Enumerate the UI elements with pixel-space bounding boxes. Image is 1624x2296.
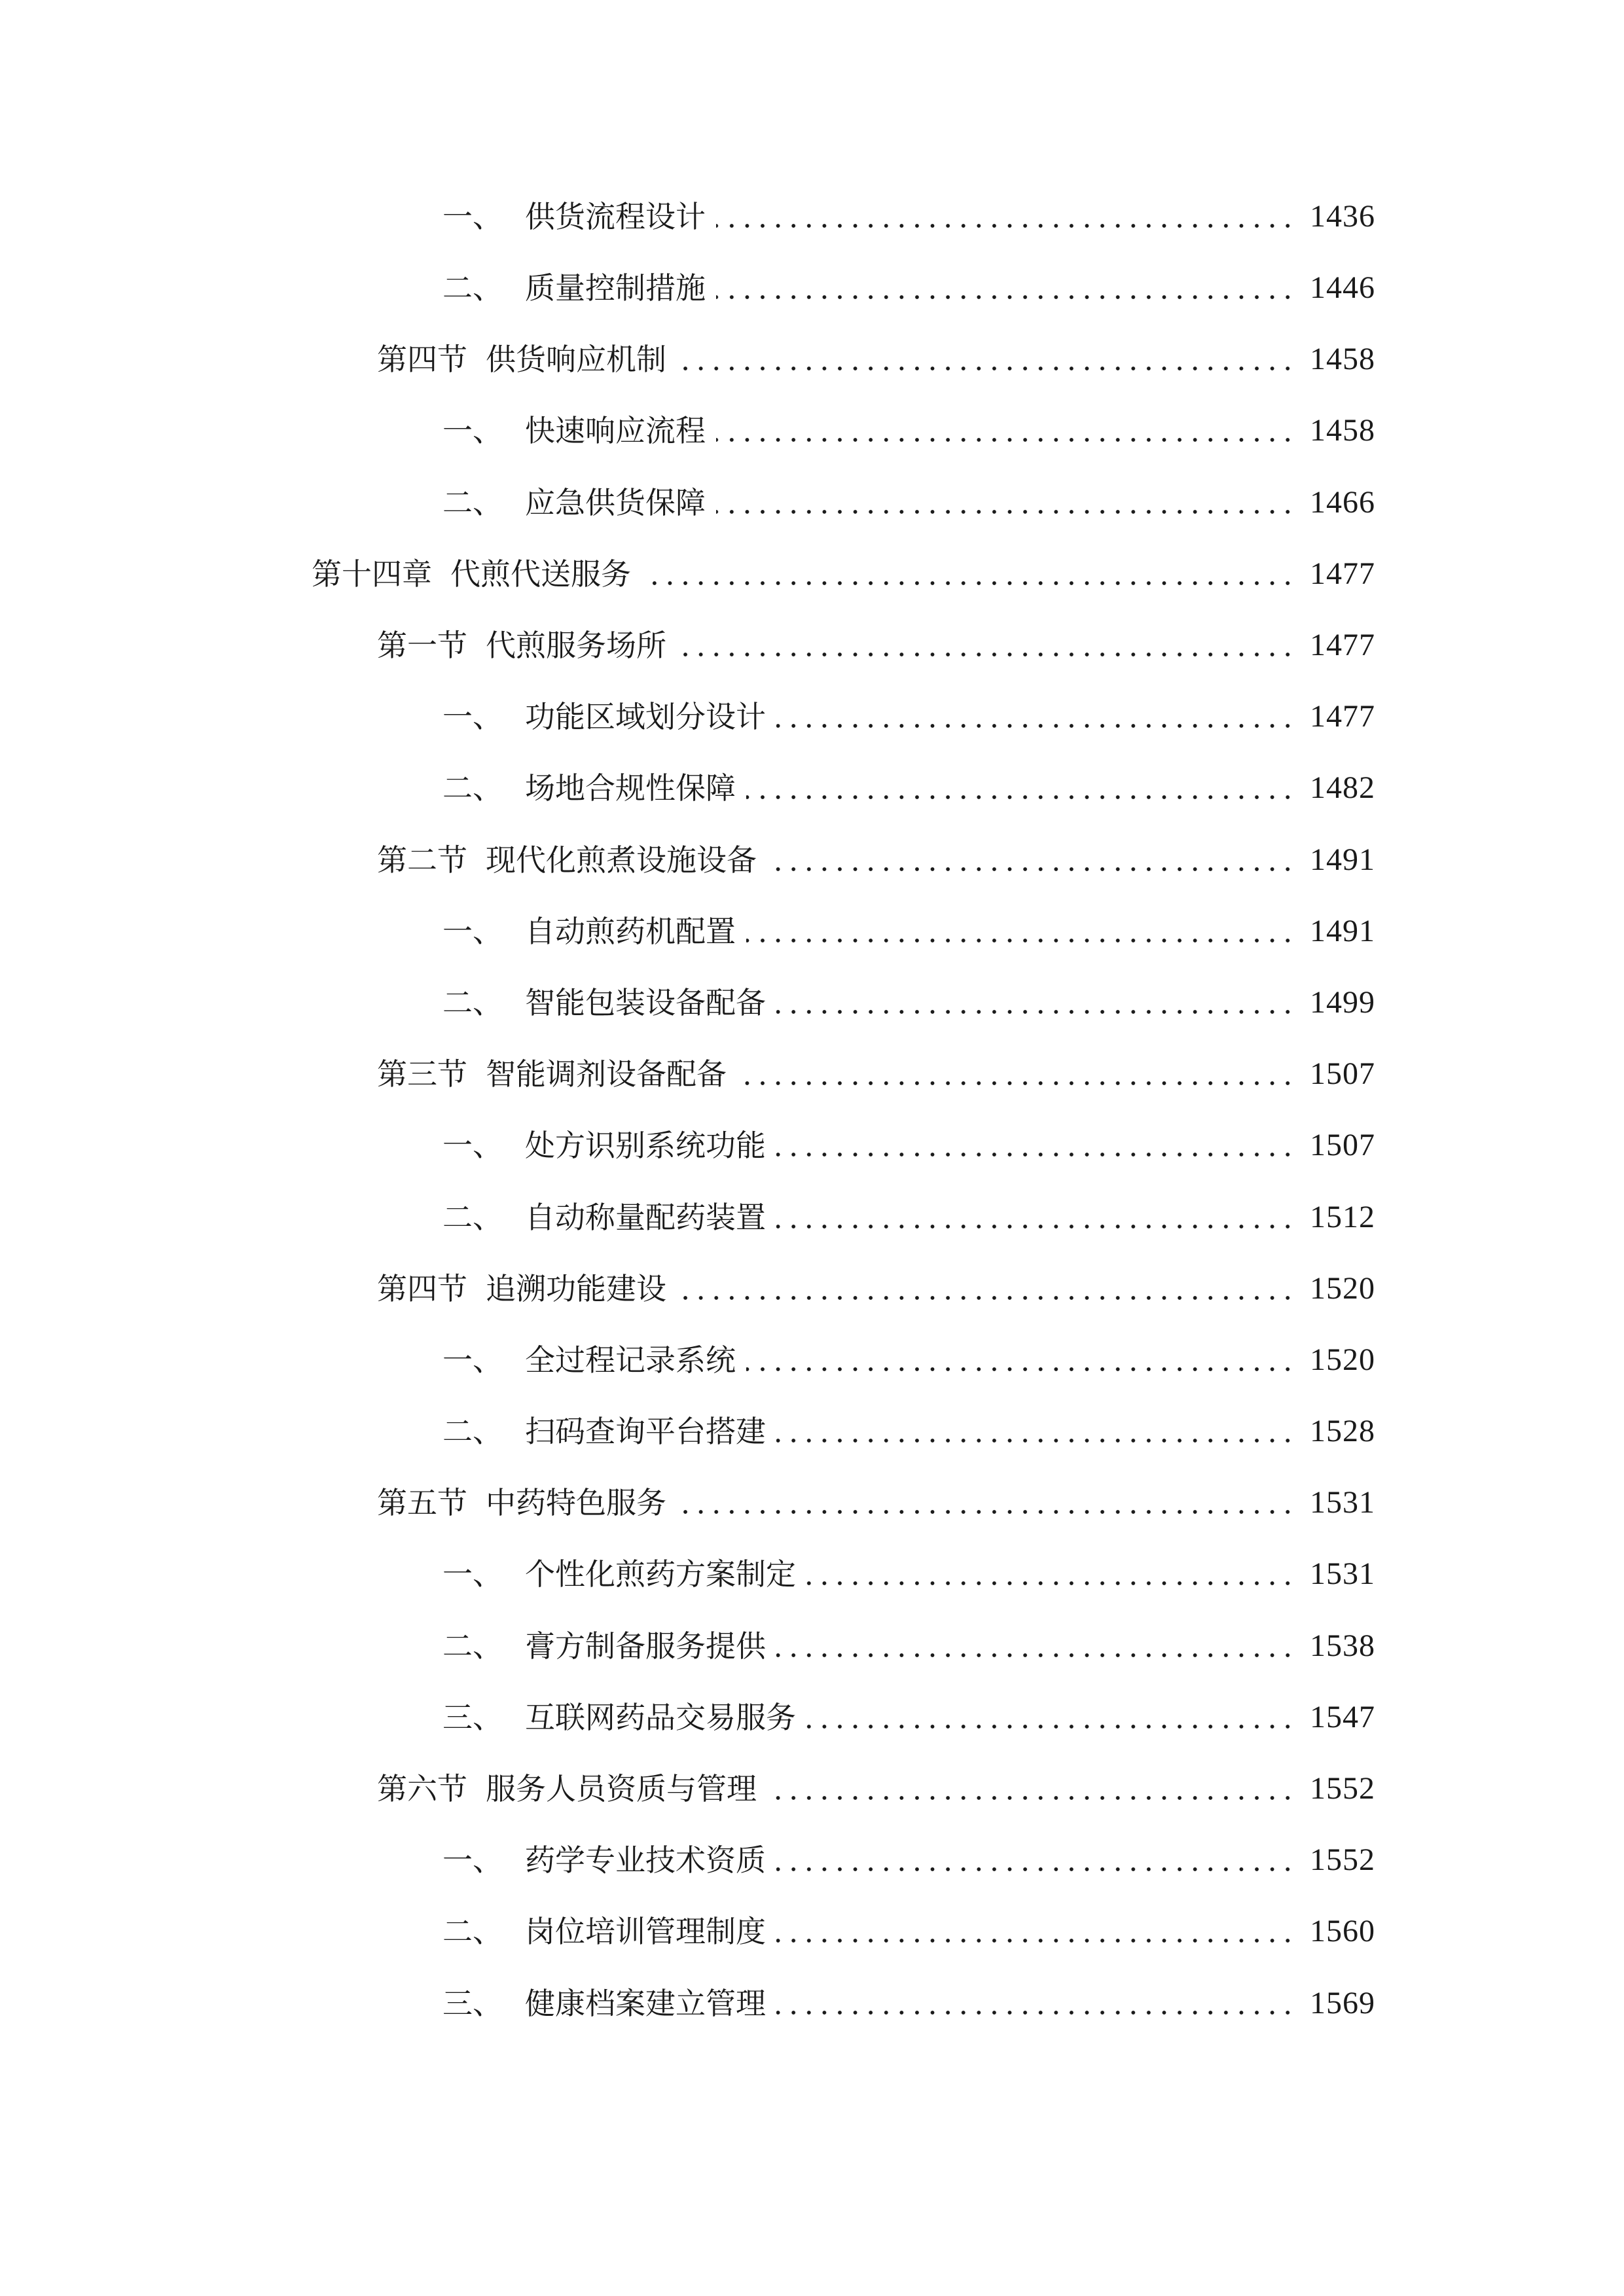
toc-entry-number: 一、	[442, 1128, 503, 1163]
toc-entry-number: 二、	[442, 1914, 503, 1949]
toc-entry-number: 第六节	[377, 1771, 467, 1806]
toc-entry-page-number: 1512	[1310, 1200, 1375, 1234]
toc-entry-number: 二、	[442, 770, 503, 806]
toc-entry[interactable]	[442, 1980, 1375, 2027]
toc-entry-title: 服务人员资质与管理	[486, 1771, 757, 1806]
toc-entry[interactable]	[442, 764, 1375, 812]
toc-entry-number: 一、	[442, 914, 503, 949]
toc-entry-title: 快速响应流程	[525, 413, 706, 448]
toc-entry-number: 二、	[442, 1414, 503, 1449]
toc-entry[interactable]	[442, 1623, 1375, 1670]
dot-leader	[774, 1122, 1298, 1169]
toc-entry-title: 功能区域划分设计	[525, 699, 766, 734]
toc-entry[interactable]	[377, 622, 1375, 669]
toc-entry-title: 全过程记录系统	[525, 1342, 736, 1378]
toc-entry[interactable]	[442, 1837, 1375, 1884]
toc-entry-page-number: 1560	[1310, 1914, 1375, 1948]
toc-entry[interactable]	[377, 336, 1375, 383]
toc-entry[interactable]	[442, 1551, 1375, 1598]
toc-entry-page-number: 1458	[1310, 413, 1375, 448]
toc-entry-page-number: 1499	[1310, 985, 1375, 1020]
toc-entry-title: 扫码查询平台搭建	[525, 1414, 766, 1449]
toc-entry-title: 智能调剂设备配备	[486, 1056, 727, 1092]
toc-entry-title: 场地合规性保障	[525, 770, 736, 806]
toc-entry-number: 二、	[442, 1200, 503, 1235]
toc-entry[interactable]	[442, 979, 1375, 1026]
toc-entry[interactable]	[377, 836, 1375, 884]
toc-entry-title: 自动煎药机配置	[525, 914, 736, 949]
toc-entry-title: 药学专业技术资质	[525, 1842, 766, 1878]
toc-entry-number: 第四节	[377, 342, 467, 377]
toc-entry-title: 自动称量配药装置	[525, 1200, 766, 1235]
toc-entry[interactable]	[442, 479, 1375, 526]
toc-entry-title: 质量控制措施	[525, 270, 706, 306]
dot-leader	[774, 693, 1298, 740]
toc-entry-number: 一、	[442, 1556, 503, 1592]
dot-leader	[744, 908, 1298, 955]
toc-entry-title: 膏方制备服务提供	[525, 1628, 766, 1664]
toc-entry-page-number: 1569	[1310, 1986, 1375, 2020]
toc-entry-title: 健康档案建立管理	[525, 1986, 766, 2021]
toc-entry-number: 二、	[442, 485, 503, 520]
toc-entry[interactable]	[442, 1408, 1375, 1455]
toc-entry-title: 代煎服务场所	[486, 628, 666, 663]
toc-entry-number: 一、	[442, 199, 503, 234]
toc-entry[interactable]	[377, 1479, 1375, 1526]
toc-entry-page-number: 1552	[1310, 1842, 1375, 1877]
toc-entry[interactable]	[442, 264, 1375, 312]
toc-entry[interactable]	[377, 1265, 1375, 1312]
toc-entry-page-number: 1507	[1310, 1056, 1375, 1091]
dot-leader	[774, 979, 1298, 1026]
toc-entry-page-number: 1528	[1310, 1414, 1375, 1448]
toc-entry-number: 第二节	[377, 842, 467, 878]
toc-entry-number: 二、	[442, 270, 503, 306]
toc-entry-number: 第十四章	[312, 556, 432, 592]
dot-leader	[713, 479, 1298, 526]
toc-entry-page-number: 1531	[1310, 1485, 1375, 1520]
toc-entry-number: 一、	[442, 413, 503, 448]
dot-leader	[674, 622, 1298, 669]
dot-leader	[674, 1479, 1298, 1526]
toc-entry-number: 二、	[442, 985, 503, 1020]
dot-leader	[744, 764, 1298, 812]
toc-entry-page-number: 1491	[1310, 842, 1375, 877]
dot-leader	[804, 1694, 1298, 1741]
toc-entry-page-number: 1531	[1310, 1556, 1375, 1591]
toc-entry[interactable]	[442, 1694, 1375, 1741]
dot-leader	[774, 1837, 1298, 1884]
dot-leader	[713, 193, 1298, 240]
toc-entry[interactable]	[442, 693, 1375, 740]
toc-entry-title: 供货流程设计	[525, 199, 706, 234]
dot-leader	[774, 1908, 1298, 1955]
toc-entry-page-number: 1477	[1310, 699, 1375, 734]
toc-entry-page-number: 1482	[1310, 770, 1375, 805]
dot-leader	[639, 550, 1298, 598]
dot-leader	[713, 264, 1298, 312]
toc-entry[interactable]	[442, 193, 1375, 240]
toc-entry-page-number: 1552	[1310, 1771, 1375, 1806]
dot-leader	[804, 1551, 1298, 1598]
toc-entry-page-number: 1436	[1310, 199, 1375, 234]
toc-entry[interactable]	[442, 1908, 1375, 1955]
toc-entry-page-number: 1538	[1310, 1628, 1375, 1663]
dot-leader	[765, 1765, 1298, 1812]
toc-entry-number: 第三节	[377, 1056, 467, 1092]
toc-entry-title: 代煎代送服务	[450, 556, 631, 592]
toc-entry-number: 三、	[442, 1700, 503, 1735]
toc-entry-page-number: 1477	[1310, 556, 1375, 591]
toc-entry-title: 个性化煎药方案制定	[525, 1556, 796, 1592]
toc-entry-title: 现代化煎煮设施设备	[486, 842, 757, 878]
toc-entry-page-number: 1547	[1310, 1700, 1375, 1734]
toc-entry[interactable]	[442, 1336, 1375, 1384]
dot-leader	[734, 1050, 1298, 1098]
toc-entry-number: 第一节	[377, 628, 467, 663]
toc-entry-page-number: 1491	[1310, 914, 1375, 948]
dot-leader	[774, 1194, 1298, 1241]
toc-entry-page-number: 1458	[1310, 342, 1375, 376]
toc-entry[interactable]	[377, 1050, 1375, 1098]
dot-leader	[713, 407, 1298, 454]
toc-entry[interactable]	[442, 407, 1375, 454]
toc-entry-page-number: 1477	[1310, 628, 1375, 662]
dot-leader	[765, 836, 1298, 884]
dot-leader	[774, 1980, 1298, 2027]
toc-entry-title: 应急供货保障	[525, 485, 706, 520]
toc-entry[interactable]	[377, 1765, 1375, 1812]
toc-entry-number: 一、	[442, 1842, 503, 1878]
toc-entry-title: 处方识别系统功能	[525, 1128, 766, 1163]
toc-entry-number: 第四节	[377, 1271, 467, 1306]
toc-entry-page-number: 1446	[1310, 270, 1375, 305]
toc-entry-number: 一、	[442, 1342, 503, 1378]
toc-entry-page-number: 1507	[1310, 1128, 1375, 1162]
toc-entry-number: 三、	[442, 1986, 503, 2021]
toc-entry-number: 一、	[442, 699, 503, 734]
toc-entry[interactable]	[442, 1122, 1375, 1169]
toc-entry-title: 智能包装设备配备	[525, 985, 766, 1020]
toc-entry-title: 中药特色服务	[486, 1485, 666, 1520]
dot-leader	[774, 1623, 1298, 1670]
dot-leader	[774, 1408, 1298, 1455]
toc-entry-number: 第五节	[377, 1485, 467, 1520]
toc-entry[interactable]	[442, 1194, 1375, 1241]
toc-entry-title: 岗位培训管理制度	[525, 1914, 766, 1949]
toc-entry-title: 互联网药品交易服务	[525, 1700, 796, 1735]
dot-leader	[744, 1336, 1298, 1384]
toc-entry-page-number: 1466	[1310, 485, 1375, 520]
dot-leader	[674, 1265, 1298, 1312]
toc-entry-title: 供货响应机制	[486, 342, 666, 377]
toc-entry-page-number: 1520	[1310, 1342, 1375, 1377]
toc-entry-title: 追溯功能建设	[486, 1271, 666, 1306]
dot-leader	[674, 336, 1298, 383]
toc-entry-page-number: 1520	[1310, 1271, 1375, 1306]
toc-entry[interactable]	[442, 908, 1375, 955]
toc-entry[interactable]	[312, 550, 1375, 598]
toc-entry-number: 二、	[442, 1628, 503, 1664]
